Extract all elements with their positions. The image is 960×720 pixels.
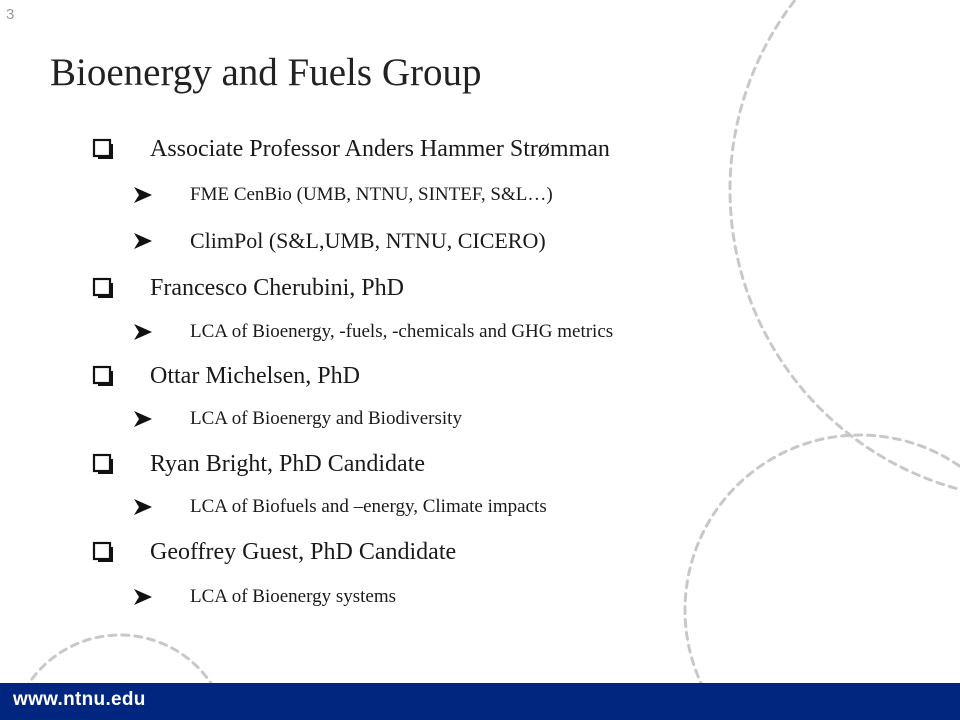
sub-bullet-text: FME CenBio (UMB, NTNU, SINTEF, S&L…) <box>190 184 553 205</box>
checkbox-bullet-icon <box>92 138 120 162</box>
sub-bullet-item <box>133 228 546 254</box>
bullet-text: Ottar Michelsen, PhD <box>150 363 360 389</box>
checkbox-bullet-icon <box>92 453 120 477</box>
slide-number: 3 <box>6 6 15 23</box>
checkbox-bullet-icon <box>92 541 120 565</box>
arrow-bullet-icon <box>133 410 153 428</box>
arrow-bullet-icon <box>133 498 153 516</box>
checkbox-bullet-icon <box>92 365 120 389</box>
slide-title: Bioenergy and Fuels Group <box>50 51 482 94</box>
footer-bar <box>0 683 960 720</box>
sub-bullet-text: LCA of Bioenergy, -fuels, -chemicals and GHG metrics <box>190 321 614 342</box>
sub-bullet-text: LCA of Biofuels and –energy, Climate impacts <box>190 496 547 517</box>
bullet-item <box>92 275 404 302</box>
sub-bullet-item <box>133 321 613 343</box>
bullet-item <box>92 136 610 163</box>
bullet-item <box>92 363 360 390</box>
sub-bullet-item <box>133 496 547 518</box>
footer-url[interactable]: www.ntnu.edu <box>13 689 146 710</box>
sub-bullet-text: LCA of Bioenergy and Biodiversity <box>190 408 462 429</box>
bullet-text: Associate Professor Anders Hammer Strømman <box>150 136 610 162</box>
sub-bullet-text: LCA of Bioenergy systems <box>190 586 397 607</box>
arrow-bullet-icon <box>133 186 153 204</box>
arrow-bullet-icon <box>133 323 153 341</box>
bullet-text: Francesco Cherubini, PhD <box>150 275 404 301</box>
arrow-bullet-icon <box>133 232 153 250</box>
bullet-text: Geoffrey Guest, PhD Candidate <box>150 539 457 565</box>
sub-bullet-item <box>133 184 553 206</box>
sub-bullet-item <box>133 586 396 608</box>
bullet-text: Ryan Bright, PhD Candidate <box>150 451 426 477</box>
checkbox-bullet-icon <box>92 277 120 301</box>
bullet-item <box>92 539 456 566</box>
bullet-item <box>92 451 425 478</box>
arrow-bullet-icon <box>133 588 153 606</box>
sub-bullet-text: ClimPol (S&L,UMB, NTNU, CICERO) <box>190 228 546 253</box>
sub-bullet-item <box>133 408 462 430</box>
